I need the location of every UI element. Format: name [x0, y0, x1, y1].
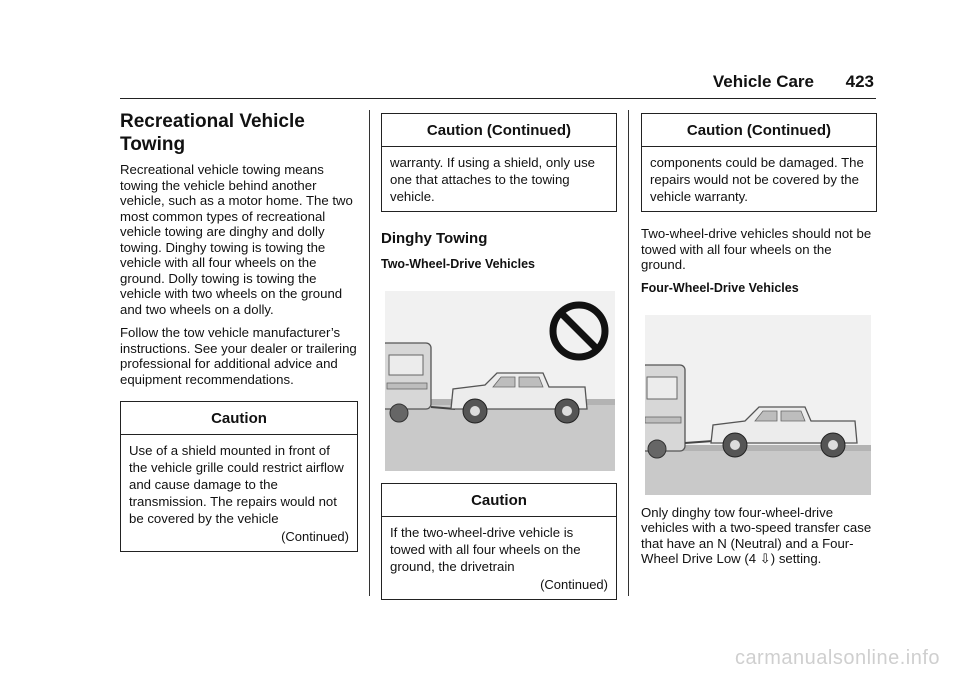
caution-body: warranty. If using a shield, only use one that attaches to the towing vehicle. — [390, 155, 595, 204]
page-header — [120, 72, 876, 98]
caution-heading: Caution — [382, 484, 616, 517]
caution-box — [381, 483, 617, 600]
caution-heading: Caution (Continued) — [382, 114, 616, 147]
caution-text: If the two-wheel-drive vehicle is towed with all four wheels on the ground, the drivetrain — [390, 525, 581, 574]
caution-text: Use of a shield mounted in front of the vehicle grille could restrict airflow and cause damage to the transmission. The repairs would not be covered by the vehicle — [129, 443, 344, 526]
four-wheel-drive-towing-illustration — [645, 315, 871, 495]
column-1 — [120, 110, 358, 552]
minor-title: Two-Wheel-Drive Vehicles — [381, 257, 535, 271]
prohibited-icon — [553, 305, 605, 357]
caution-heading: Caution (Continued) — [642, 114, 876, 147]
intro-paragraph: Recreational vehicle towing means towing the vehicle behind another vehicle, such as a motor home. The two most common types of recreational vehicle towing are dinghy and dolly towing. Dinghy towing is towing the vehicle with all four wheels on the ground. Dolly towing is towing the vehicle with two wheels on the ground and two wheels on a dolly. — [120, 162, 353, 317]
motorhome-icon — [645, 365, 685, 458]
paragraph: Two-wheel-drive vehicles should not be towed with all four wheels on the ground. — [641, 226, 872, 272]
header-rule — [120, 98, 876, 99]
caution-box — [120, 401, 358, 552]
continued-label: (Continued) — [540, 577, 608, 592]
caution-continued-box — [381, 113, 617, 212]
column-divider — [628, 110, 629, 596]
header-section-title: Vehicle Care — [712, 72, 814, 91]
two-wheel-drive-towing-illustration — [385, 291, 615, 471]
minor-title: Four-Wheel-Drive Vehicles — [641, 280, 799, 295]
caution-body — [121, 435, 357, 551]
caution-body: components could be damaged. The repairs would not be covered by the vehicle warranty. — [650, 155, 864, 204]
subsection-title: Dinghy Towing — [381, 230, 488, 247]
caution-body — [382, 517, 616, 599]
section-title: Recreational Vehicle Towing — [120, 111, 305, 155]
paragraph: Only dinghy tow four-wheel-drive vehicles with a two-speed transfer case that have an N (Neutral) and a Four-Wheel Drive Low (4 ⇩) setting. — [641, 504, 872, 566]
column-divider — [369, 110, 370, 596]
watermark: carmanualsonline.info — [734, 647, 940, 669]
page-number: 423 — [845, 72, 874, 91]
caution-heading: Caution — [121, 402, 357, 435]
continued-label: (Continued) — [281, 529, 349, 544]
follow-paragraph: Follow the tow vehicle manufacturer’s instructions. See your dealer or trailering professional for additional advice and equipment recommendations. — [120, 325, 357, 387]
column-2 — [381, 110, 617, 600]
column-3 — [641, 110, 877, 575]
caution-continued-box — [641, 113, 877, 212]
